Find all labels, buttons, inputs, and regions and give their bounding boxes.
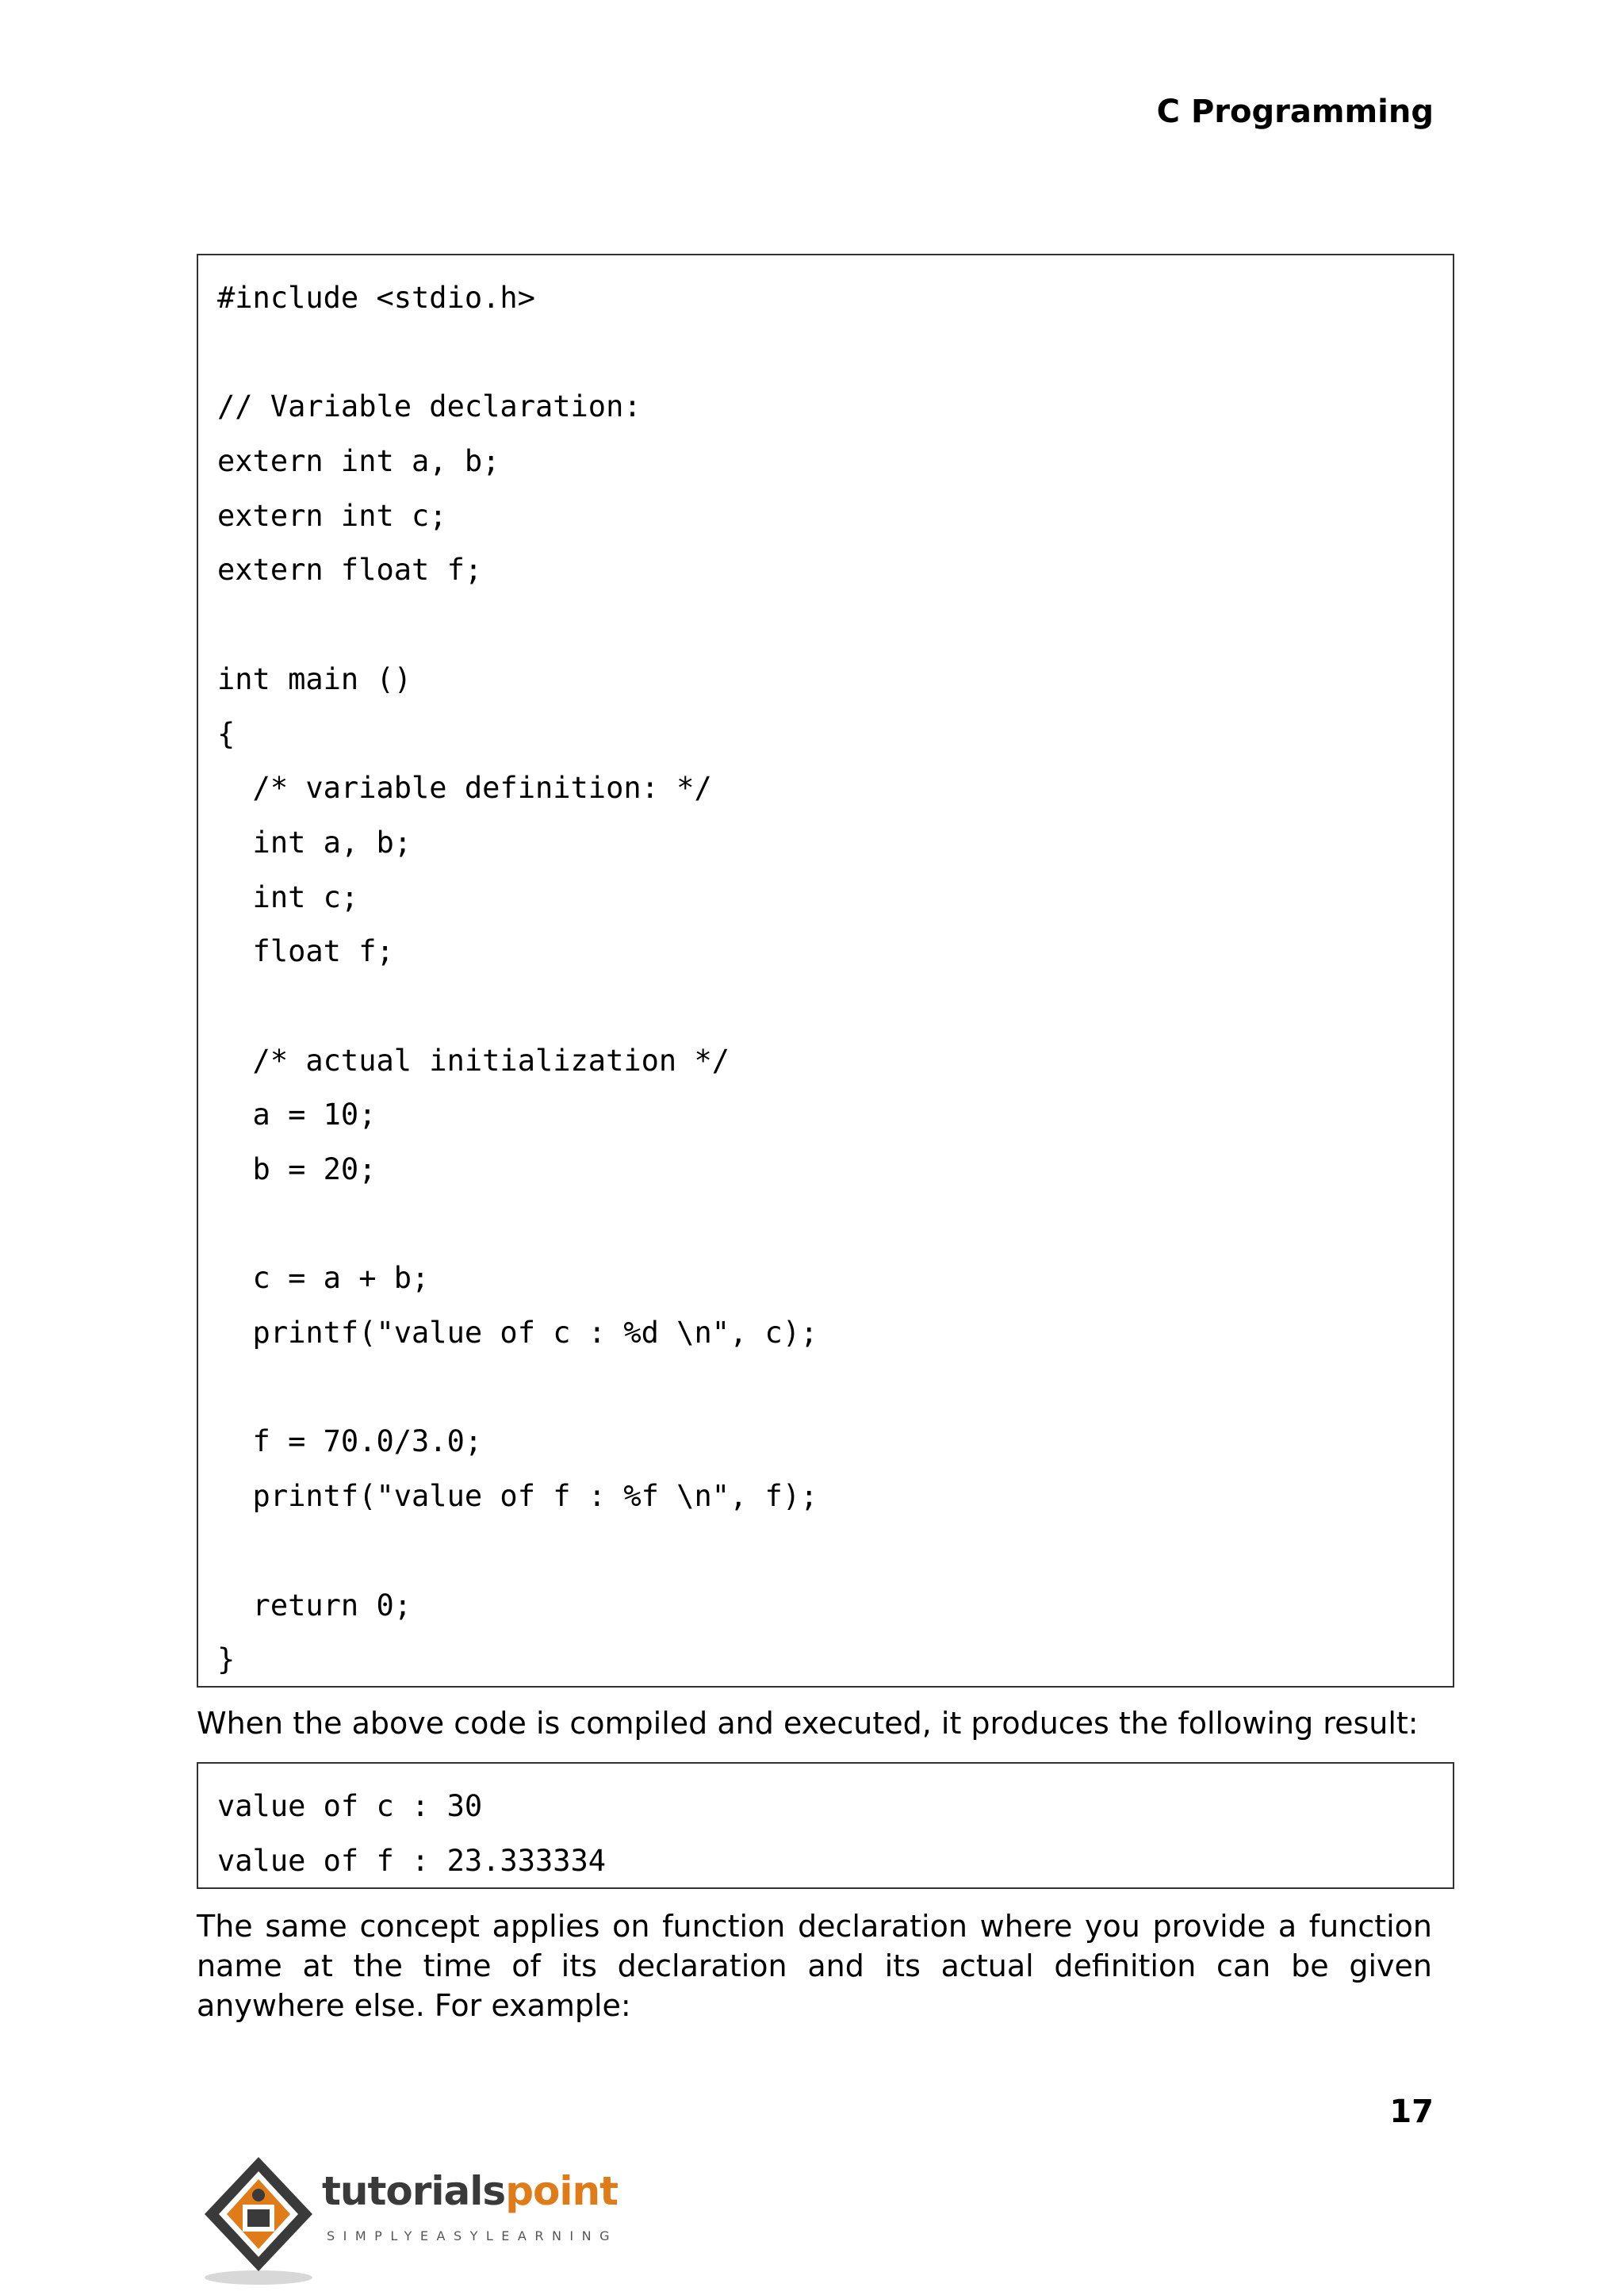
code-main-line: b = 20;: [217, 1152, 377, 1186]
paragraph-result-intro: When the above code is compiled and executed, it produces the following result:: [197, 1706, 1419, 1741]
logo-tagline: SIMPLYEASYLEARNING: [327, 2228, 619, 2243]
code-main-line: int c;: [217, 879, 359, 914]
code-main-line: /* variable definition: */: [217, 771, 712, 806]
code-main-line: /* actual initialization */: [217, 1043, 730, 1078]
logo-wordmark-point: point: [505, 2168, 618, 2214]
code-main-line: {: [217, 716, 236, 751]
code-main-line: printf("value of f : %f \n", f);: [217, 1479, 818, 1514]
code-main-line: int a, b;: [217, 825, 412, 860]
code-main-line: extern int c;: [217, 498, 447, 533]
code-main-line: }: [217, 1642, 236, 1677]
code-main-line: int main (): [217, 661, 412, 696]
tutorialspoint-logo: [195, 2151, 639, 2285]
code-main-line: // Variable declaration:: [217, 389, 642, 424]
code-main-line: [198, 598, 1453, 653]
code-main-line: [198, 1361, 1453, 1416]
code-main-line: f = 70.0/3.0;: [217, 1424, 483, 1459]
code-main-line: printf("value of c : %d \n", c);: [217, 1316, 818, 1351]
code-main-line: extern float f;: [217, 553, 483, 588]
page-header-title: C Programming: [1156, 94, 1434, 130]
code-main-line: float f;: [217, 934, 394, 969]
code-main-line: [198, 326, 1453, 381]
code-main-line: [198, 1197, 1453, 1252]
code-main-line: [198, 979, 1453, 1034]
code-output-line: value of f : 23.333334: [217, 1843, 607, 1878]
code-main-line: [198, 1524, 1453, 1579]
logo-diamond-icon: [195, 2151, 314, 2285]
code-main-line: #include <stdio.h>: [217, 281, 535, 315]
code-main-line: c = a + b;: [217, 1261, 430, 1296]
code-output-line: value of c : 30: [217, 1789, 483, 1823]
logo-wordmark-tutorials: tutorials: [322, 2168, 506, 2214]
code-main-line: extern int a, b;: [217, 444, 500, 479]
code-main-line: return 0;: [217, 1588, 412, 1623]
page-number: 17: [1389, 2094, 1434, 2130]
logo-wordmark: [322, 2168, 618, 2214]
code-block-output: [197, 1762, 1454, 1889]
paragraph-function-declaration: The same concept applies on function declaration where you provide a function name at the time of its declaration and its actual definition can be given anywhere else. For example:: [197, 1909, 1432, 2023]
code-main-line: a = 10;: [217, 1098, 377, 1132]
code-block-main: [197, 254, 1454, 1688]
